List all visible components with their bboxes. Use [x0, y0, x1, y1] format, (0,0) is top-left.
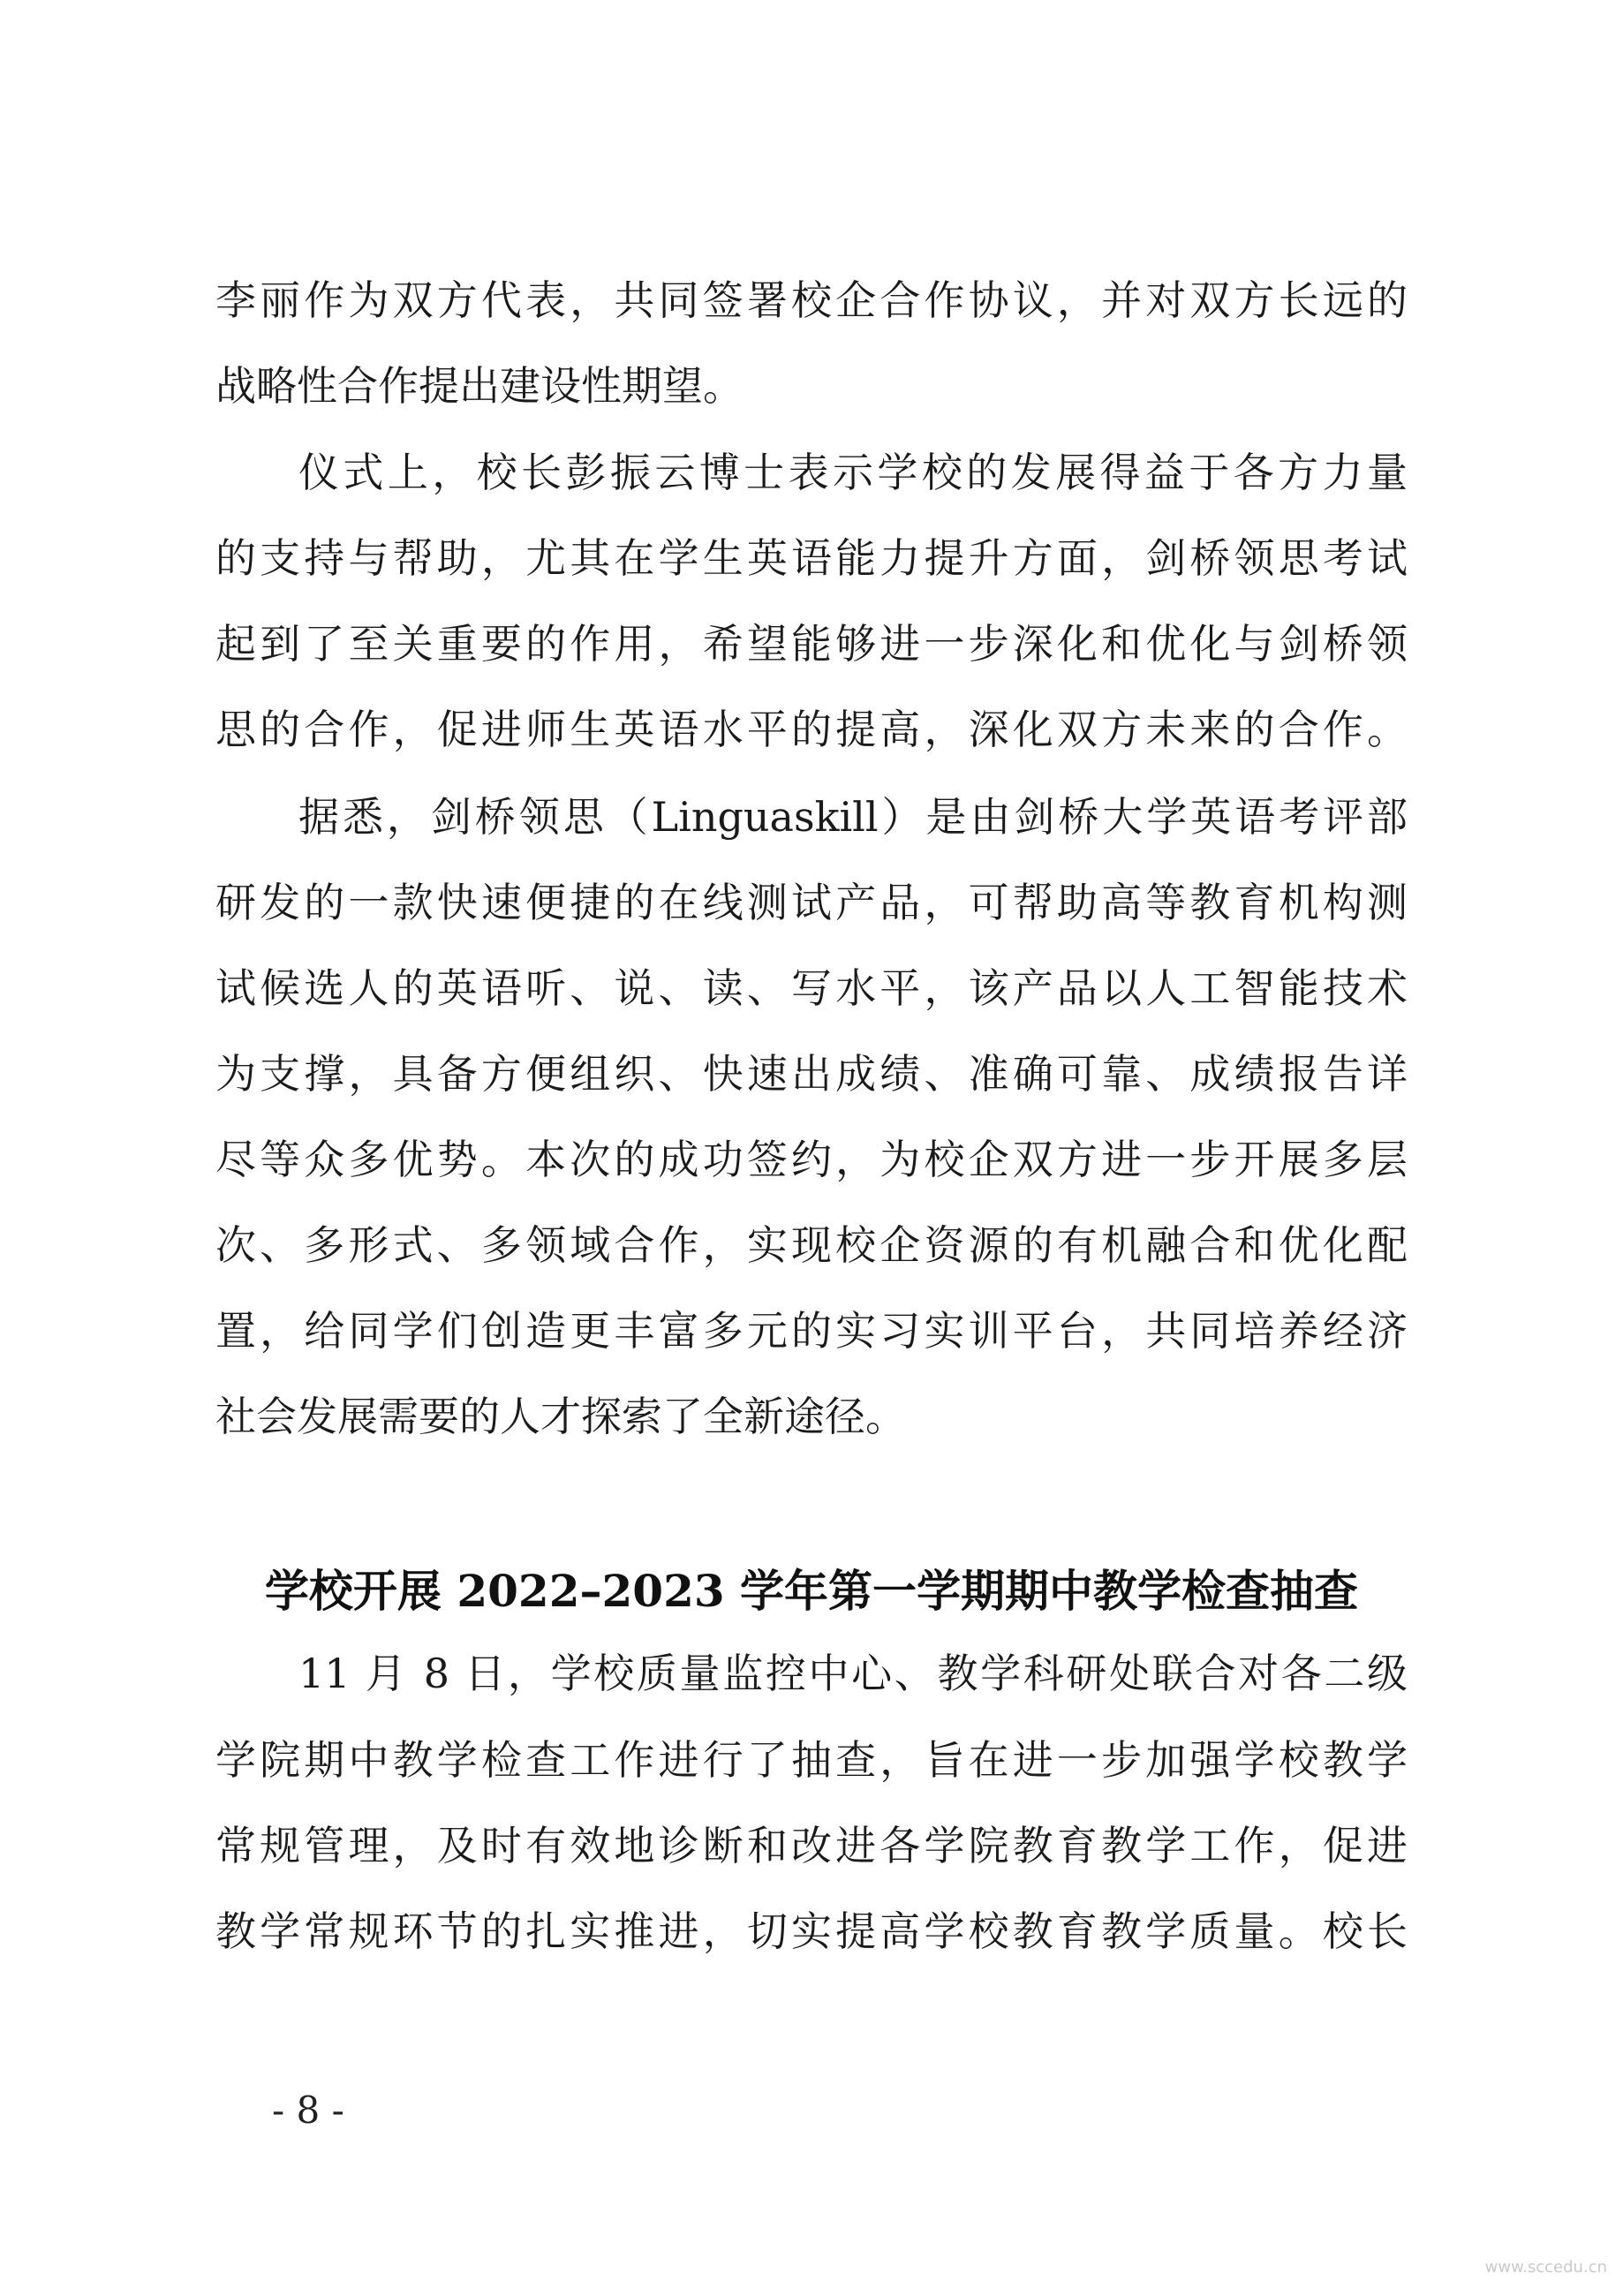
watermark-text: www.sccedu.cn: [1484, 2258, 1607, 2277]
paragraph-line: 常规管理，及时有效地诊断和改进各学院教育教学工作，促进: [215, 1822, 1408, 1869]
page-number: - 8 -: [272, 2088, 344, 2132]
paragraph-line: 的支持与帮助，尤其在学生英语能力提升方面，剑桥领思考试: [215, 534, 1408, 582]
paragraph-line: 试候选人的英语听、说、读、写水平，该产品以人工智能技术: [215, 964, 1408, 1012]
paragraph-line: 思的合作，促进师生英语水平的提高，深化双方未来的合作。: [215, 706, 1408, 753]
paragraph-line: 学院期中教学检查工作进行了抽查，旨在进一步加强学校教学: [215, 1736, 1408, 1784]
paragraph-line: 次、多形式、多领域合作，实现校企资源的有机融合和优化配: [215, 1221, 1408, 1269]
paragraph-line: 社会发展需要的人才探索了全新途径。: [215, 1393, 906, 1440]
paragraph-line: 战略性合作提出建设性期望。: [215, 362, 744, 410]
paragraph-line: 起到了至关重要的作用，希望能够进一步深化和优化与剑桥领: [215, 620, 1408, 668]
section-heading: 学校开展 2022–2023 学年第一学期期中教学检查抽查: [264, 1565, 1359, 1617]
paragraph-line: 置，给同学们创造更丰富多元的实习实训平台，共同培养经济: [215, 1307, 1408, 1355]
paragraph-line: 研发的一款快速便捷的在线测试产品，可帮助高等教育机构测: [215, 879, 1408, 926]
paragraph-line: 教学常规环节的扎实推进，切实提高学校教育教学质量。校长: [215, 1907, 1408, 1955]
paragraph-line: 11 月 8 日，学校质量监控中心、教学科研处联合对各二级: [298, 1650, 1408, 1697]
paragraph-line: 仪式上，校长彭振云博士表示学校的发展得益于各方力量: [298, 449, 1408, 496]
paragraph-line: 据悉，剑桥领思（Linguaskill）是由剑桥大学英语考评部: [298, 793, 1408, 841]
paragraph-line: 尽等众多优势。本次的成功签约，为校企双方进一步开展多层: [215, 1136, 1408, 1183]
paragraph-line: 李丽作为双方代表，共同签署校企合作协议，并对双方长远的: [215, 276, 1408, 324]
paragraph-line: 为支撑，具备方便组织、快速出成绩、准确可靠、成绩报告详: [215, 1050, 1408, 1098]
